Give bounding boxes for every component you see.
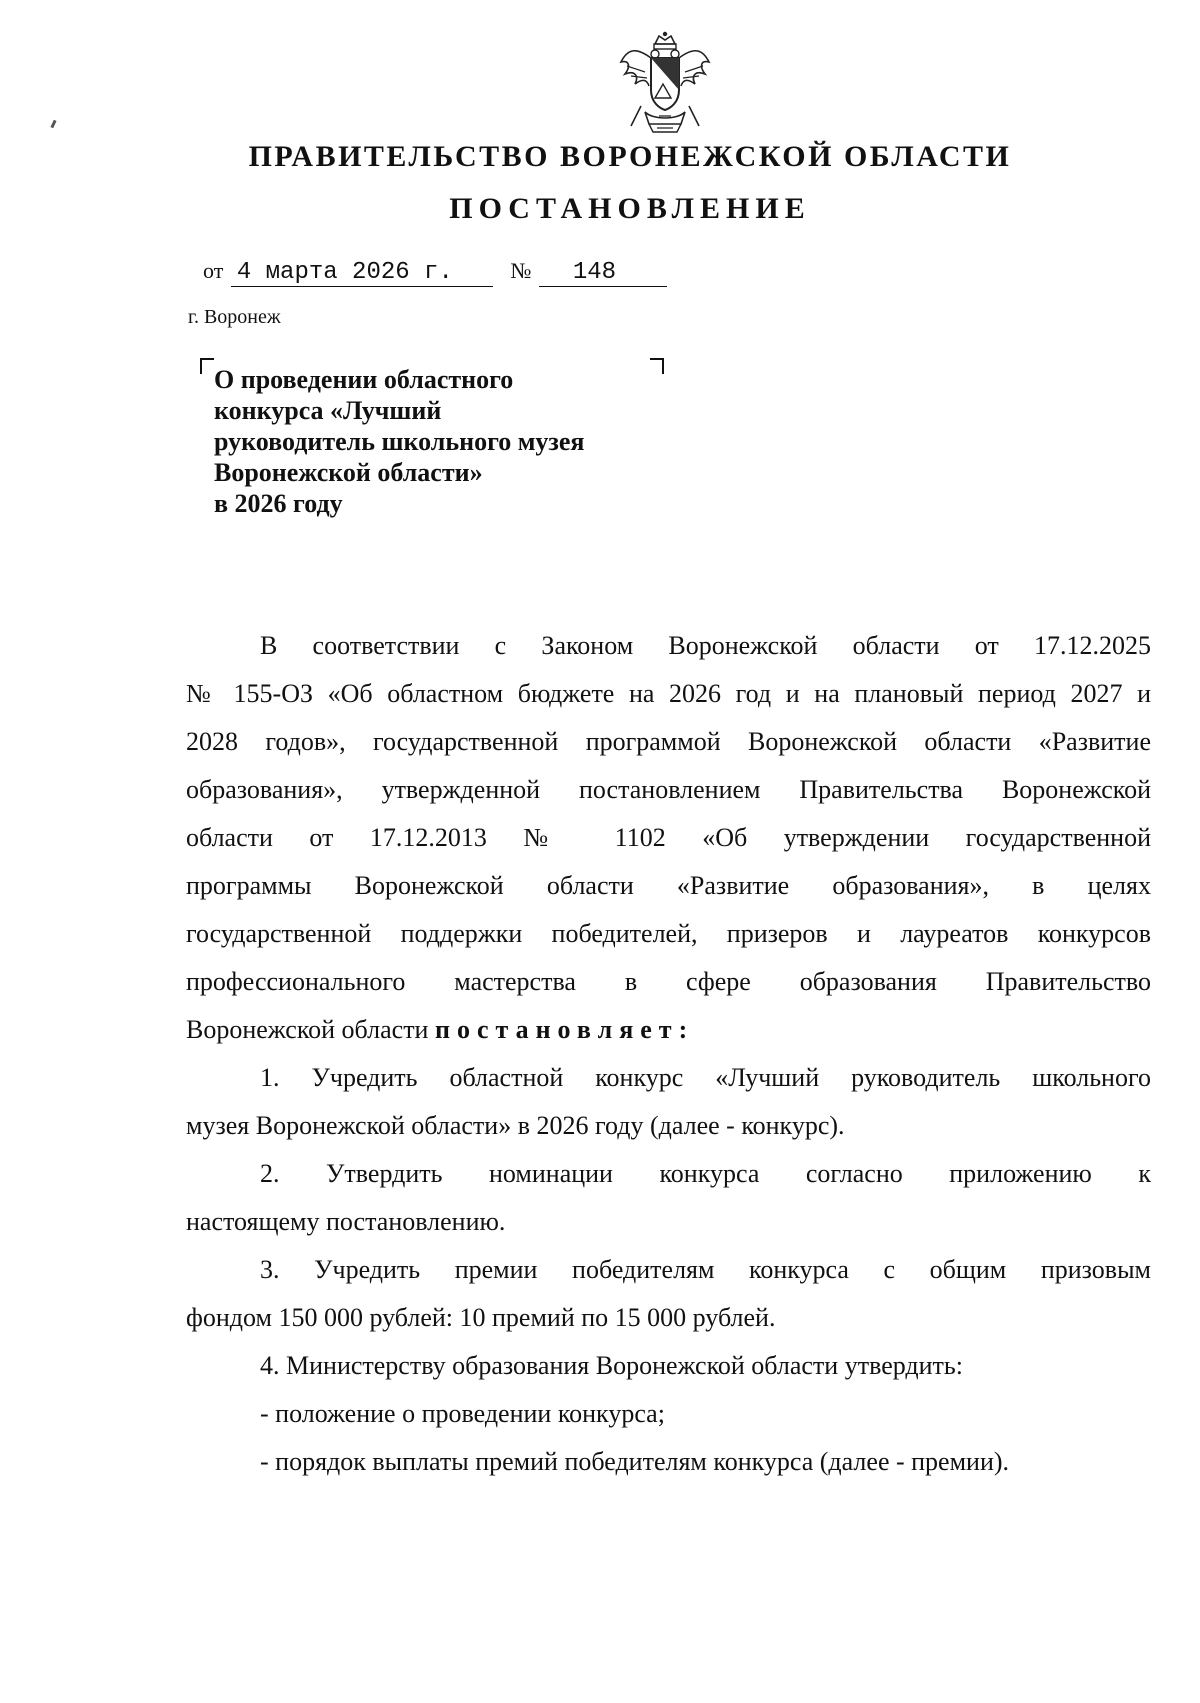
item-line: музея Воронежской области» в 2026 году (далее - конкурс). [186,1111,845,1140]
preamble-line: государственной поддержки победителей, призеров и лауреатов конкурсов [186,919,1151,948]
resolves-word: постановляет: [434,1015,695,1044]
item-4 [186,1342,1151,1390]
item-1 [186,1054,1151,1150]
number-label: № [510,258,532,283]
subject-line: в 2026 году [214,489,343,518]
preamble-line: 2028 годов», государственной программой Воронежской области «Развитие [186,727,1151,756]
document-body [186,622,1151,1486]
preamble-paragraph [186,622,1151,1054]
item-line: настоящему постановлению. [186,1207,506,1236]
sub-item: - порядок выплаты премий победителям конкурса (далее - премии). [260,1447,1010,1476]
item-line: 1. Учредить областной конкурс «Лучший руководитель школьного [260,1063,1151,1092]
scan-artifact-mark [50,120,56,129]
preamble-line: профессионального мастерства в сфере образования Правительство [186,967,1151,996]
preamble-line: № 155-ОЗ «Об областном бюджете на 2026 год и на плановый период 2027 и [186,679,1151,708]
sub-item: - положение о проведении конкурса; [260,1399,665,1428]
item-3 [186,1246,1151,1342]
subject-line: руководитель школьного музея [214,427,585,456]
registration-line [203,258,667,287]
document-subject [214,364,684,519]
preamble-line: В соответствии с Законом Воронежской области от 17.12.2025 [260,631,1151,660]
date-label: от [203,258,224,283]
city-line: г. Воронеж [188,306,281,328]
item-2 [186,1150,1151,1246]
item-line: фондом 150 000 рублей: 10 премий по 15 000 рублей. [186,1303,776,1332]
subject-line: конкурса «Лучший [214,396,442,425]
subject-line: Воронежской области» [214,458,483,487]
preamble-line: области от 17.12.2013 № 1102 «Об утверждении государственной [186,823,1151,852]
item-line: 4. Министерству образования Воронежской области утвердить: [260,1351,963,1380]
date-value: 4 марта 2026 г. [231,260,493,287]
preamble-line: образования», утвержденной постановлением Правительства Воронежской [186,775,1151,804]
organization-title: ПРАВИТЕЛЬСТВО ВОРОНЕЖСКОЙ ОБЛАСТИ [248,140,1012,173]
subject-corner-left [200,358,214,374]
item-line: 3. Учредить премии победителям конкурса с общим призовым [260,1255,1151,1284]
document-type-heading: ПОСТАНОВЛЕНИЕ [449,192,811,225]
number-value: 148 [539,260,667,287]
preamble-line: Воронежской области [186,1015,435,1044]
voronezh-coat-of-arms-emblem [615,28,715,136]
subject-line: О проведении областного [214,365,514,394]
item-line: 2. Утвердить номинации конкурса согласно приложению к [260,1159,1151,1188]
preamble-last-line [186,1006,1151,1054]
preamble-line: программы Воронежской области «Развитие образования», в целях [186,871,1151,900]
